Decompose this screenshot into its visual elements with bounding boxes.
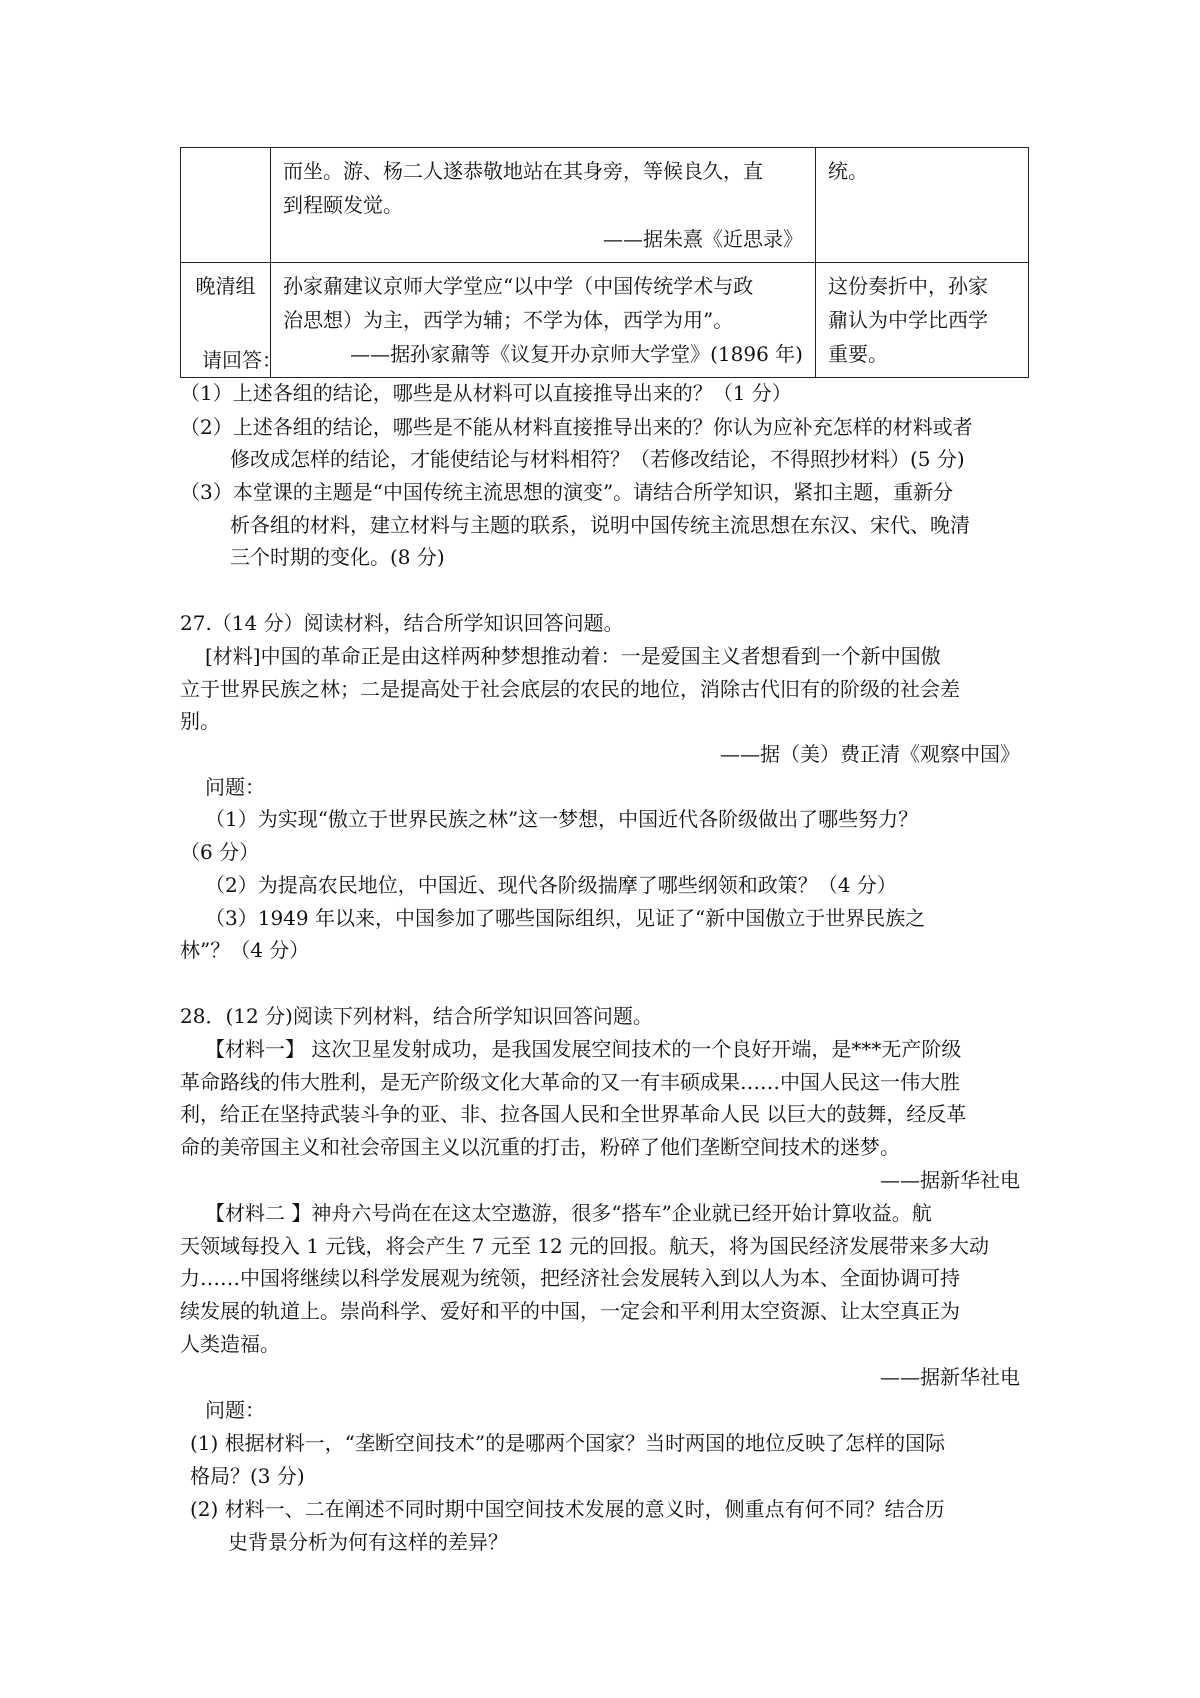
- conclusion-line: 重要。: [828, 342, 888, 366]
- q28-material2-line: 续发展的轨道上。崇尚科学、爱好和平的中国，一定会和平利用太空资源、让太空真正为: [180, 1299, 960, 1323]
- q26-item-2: （2）上述各组的结论，哪些是不能从材料直接推导出来的？你认为应补充怎样的材料或者: [180, 415, 973, 439]
- conclusion-line: 统。: [828, 159, 868, 183]
- q27-source: ——据（美）费正清《观察中国》: [720, 742, 1020, 766]
- q27-material-line: 别。: [180, 709, 220, 733]
- material-cell: [271, 263, 816, 378]
- conclusion-cell: [816, 148, 1029, 263]
- q28-questions-label: 问题：: [205, 1398, 265, 1422]
- material-line: 孙家鼐建议京师大学堂应“以中学（中国传统学术与政: [283, 274, 754, 298]
- q28-question-2: (2) 材料一、二在阐述不同时期中国空间技术发展的意义时，侧重点有何不同？结合历: [190, 1497, 945, 1521]
- q28-material2-line: 天领域每投入 1 元钱，将会产生 7 元至 12 元的回报。航天，将为国民经济发展带来多大动: [180, 1234, 990, 1258]
- conclusion-cell: [816, 263, 1029, 378]
- q28-material1-line: 命的美帝国主义和社会帝国主义以沉重的打击，粉碎了他们垄断空间技术的迷梦。: [180, 1135, 900, 1159]
- materials-table: [180, 147, 1029, 378]
- answer-prompt: 请回答：: [202, 348, 282, 372]
- q28-question-1-cont: 格局？(3 分): [190, 1464, 305, 1488]
- q27-heading: 27.（14 分）阅读材料，结合所学知识回答问题。: [180, 611, 624, 635]
- q28-material2-line: 人类造福。: [180, 1332, 280, 1356]
- q28-question-2-cont: 史背景分析为何有这样的差异？: [228, 1530, 508, 1554]
- q28-source-1: ——据新华社电: [880, 1168, 1020, 1192]
- material-line: 到程颐发觉。: [283, 193, 403, 217]
- q28-material1-line: 利，给正在坚持武装斗争的亚、非、拉各国人民和全世界革命人民 以巨大的鼓舞，经反革: [180, 1102, 967, 1126]
- q26-item-3-cont: 析各组的材料，建立材料与主题的联系，说明中国传统主流思想在东汉、宋代、晚清: [230, 513, 970, 537]
- material-source: ——据孙家鼐等《议复开办京师大学堂》(1896 年): [350, 342, 803, 366]
- group-cell: 晚清组: [181, 263, 271, 378]
- q27-questions-label: 问题：: [205, 775, 265, 799]
- conclusion-line: 这份奏折中，孙家: [828, 274, 988, 298]
- q28-source-2: ——据新华社电: [880, 1365, 1020, 1389]
- q26-item-3-cont: 三个时期的变化。(8 分): [230, 545, 445, 569]
- q27-question-2: （2）为提高农民地位，中国近、现代各阶级揣摩了哪些纲领和政策？（4 分）: [205, 873, 897, 897]
- material-line: 治思想）为主，西学为辅；不学为体，西学为用”。: [283, 308, 734, 332]
- q27-question-1-cont: （6 分）: [180, 840, 260, 864]
- q26-item-2-cont: 修改成怎样的结论，才能使结论与材料相符？（若修改结论，不得照抄材料）(5 分): [230, 447, 965, 471]
- q27-material-line: [材料]中国的革命正是由这样两种梦想推动着：一是爱国主义者想看到一个新中国傲: [205, 644, 941, 668]
- material-cell: [271, 148, 816, 263]
- group-cell: [181, 148, 271, 263]
- table-row: [181, 263, 1029, 378]
- q28-question-1: (1) 根据材料一，“垄断空间技术”的是哪两个国家？当时两国的地位反映了怎样的国际: [190, 1431, 946, 1455]
- material-source: ——据朱熹《近思录》: [603, 227, 803, 251]
- q26-item-3: （3）本堂课的主题是“中国传统主流思想的演变”。请结合所学知识，紧扣主题，重新分: [180, 480, 954, 504]
- table-row: [181, 148, 1029, 263]
- q26-item-1: （1）上述各组的结论，哪些是从材料可以直接推导出来的？（1 分）: [180, 381, 792, 405]
- q27-question-3-cont: 林”？（4 分）: [180, 938, 310, 962]
- q28-material2-line: 【材料二 】神舟六号尚在在这太空遨游，很多“搭车”企业就已经开始计算收益。航: [205, 1201, 932, 1225]
- q27-question-3: （3）1949 年以来，中国参加了哪些国际组织，见证了“新中国傲立于世界民族之: [205, 906, 926, 930]
- q28-material2-line: 力……中国将继续以科学发展观为统领，把经济社会发展转入到以人为本、全面协调可持: [180, 1266, 960, 1290]
- conclusion-line: 鼐认为中学比西学: [828, 308, 988, 332]
- q28-heading: 28．(12 分)阅读下列材料，结合所学知识回答问题。: [180, 1004, 653, 1028]
- q27-material-line: 立于世界民族之林；二是提高处于社会底层的农民的地位，消除古代旧有的阶级的社会差: [180, 677, 960, 701]
- q28-material1-line: 革命路线的伟大胜利，是无产阶级文化大革命的又一有丰硕成果……中国人民这一伟大胜: [180, 1070, 960, 1094]
- q28-material1-line: 【材料一】 这次卫星发射成功，是我国发展空间技术的一个良好开端，是***无产阶级: [205, 1037, 962, 1061]
- q27-question-1: （1）为实现“傲立于世界民族之林”这一梦想，中国近代各阶级做出了哪些努力？: [205, 807, 919, 831]
- material-line: 而坐。游、杨二人遂恭敬地站在其身旁，等候良久，直: [283, 159, 763, 183]
